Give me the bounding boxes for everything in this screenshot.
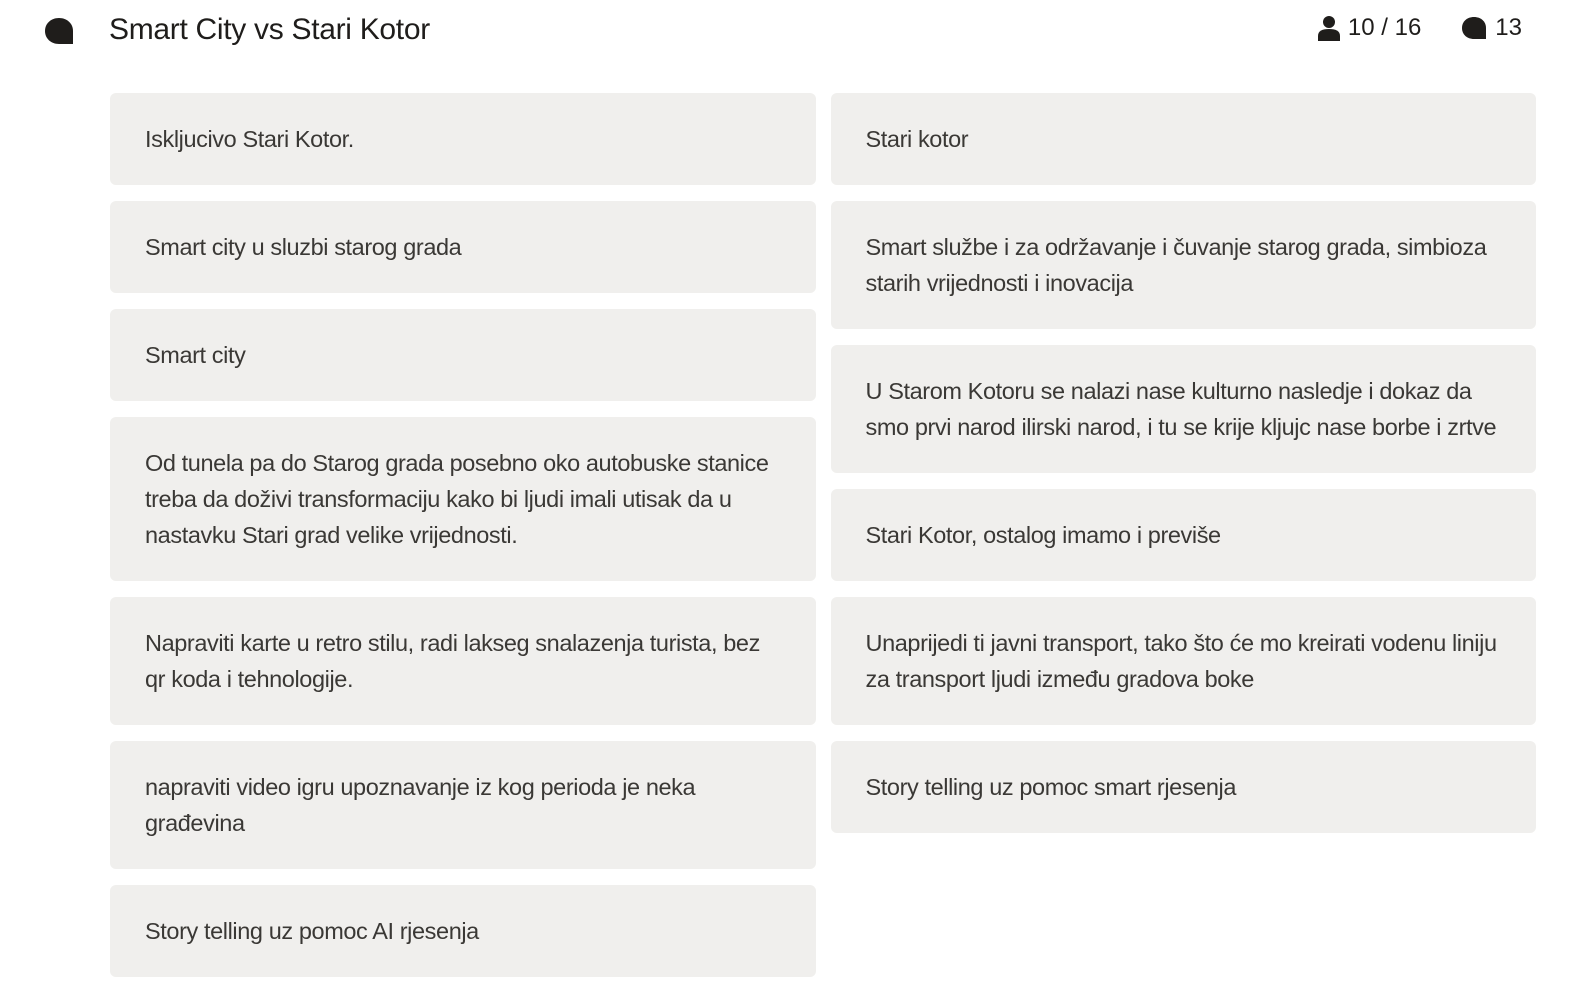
participant-count-value: 10 / 16	[1347, 14, 1422, 41]
participant-count	[1318, 14, 1421, 42]
response-card: U Starom Kotoru se nalazi nase kulturno nasledje i dokaz da smo prvi narod ilirski narod, i tu se krije kljujc nase borbe i zrtve	[831, 345, 1537, 473]
response-card: Stari kotor	[831, 93, 1537, 185]
response-card: Story telling uz pomoc smart rjesenja	[831, 741, 1537, 833]
page-title: Smart City vs Stari Kotor	[109, 13, 430, 46]
response-count-value: 13	[1495, 14, 1522, 41]
response-card: Od tunela pa do Starog grada posebno oko autobuske stanice treba da doživi transformaciju kako bi ljudi imali utisak da u nastavku Stari grad velike vrijednosti.	[110, 417, 816, 581]
header	[0, 0, 1580, 64]
response-card: Unaprijedi ti javni transport, tako što će mo kreirati vodenu liniju za transport ljudi između gradova boke	[831, 597, 1537, 725]
response-card: Stari Kotor, ostalog imamo i previše	[831, 489, 1537, 581]
response-count	[1461, 14, 1522, 42]
person-icon	[1318, 15, 1340, 41]
response-card: napraviti video igru upoznavanje iz kog perioda je neka građevina	[110, 741, 816, 869]
response-card: Smart city	[110, 309, 816, 401]
speech-bubble-icon	[1461, 16, 1487, 40]
response-card: Story telling uz pomoc AI rjesenja	[110, 885, 816, 977]
response-card: Smart city u sluzbi starog grada	[110, 201, 816, 293]
response-card: Napraviti karte u retro stilu, radi lakseg snalazenja turista, bez qr koda i tehnologije.	[110, 597, 816, 725]
response-column-right	[831, 93, 1537, 833]
responses-board	[110, 93, 1536, 977]
response-column-left	[110, 93, 816, 977]
speech-bubble-icon	[44, 17, 74, 45]
response-card: Smart službe i za održavanje i čuvanje starog grada, simbioza starih vrijednosti i inovacija	[831, 201, 1537, 329]
response-card: Iskljucivo Stari Kotor.	[110, 93, 816, 185]
stats-bar	[1318, 14, 1522, 42]
